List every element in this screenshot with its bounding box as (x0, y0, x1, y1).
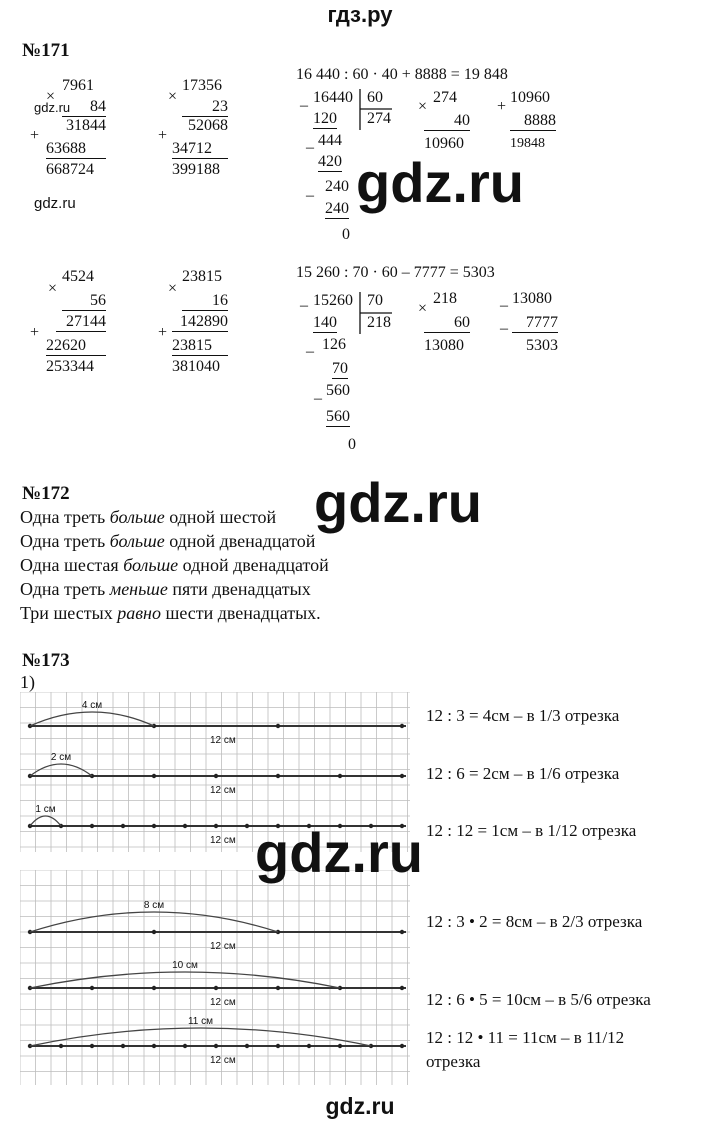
division-bars-2 (0, 280, 720, 340)
step-sub: 560 (326, 408, 350, 425)
times-sign: × (418, 300, 428, 317)
product: 10960 (424, 135, 464, 152)
segment-point (245, 1044, 249, 1048)
segment-point (152, 930, 156, 934)
watermark-small: gdz.ru (34, 100, 71, 115)
watermark-large: gdz.ru (314, 471, 482, 534)
segment-grid-2 (20, 870, 410, 1085)
segment-point (400, 1044, 404, 1048)
factor-a: 4524 (62, 268, 94, 285)
comparison-line: Одна треть больше одной двенадцатой (20, 531, 316, 551)
factor-a: 7961 (62, 77, 94, 94)
segment-point (152, 986, 156, 990)
watermark-large: gdz.ru (356, 151, 524, 214)
segment-point (276, 986, 280, 990)
quotient: 274 (367, 110, 391, 127)
step-rem: 444 (318, 132, 342, 149)
factor-a: 17356 (182, 77, 222, 94)
equation: 12 : 3 • 2 = 8см – в 2/3 отрезка (426, 912, 643, 931)
segment-point (245, 824, 249, 828)
minuend: 13080 (512, 290, 552, 307)
segment-point (59, 1044, 63, 1048)
product: 399188 (172, 161, 220, 178)
segment-point (338, 1044, 342, 1048)
segment-point (400, 930, 404, 934)
segment-label: 12 см (210, 735, 236, 746)
segment-label: 12 см (210, 997, 236, 1008)
step-sub: 120 (313, 110, 337, 127)
task-171-title: №171 (22, 40, 70, 61)
equation: 12 : 6 = 2см – в 1/6 отрезка (426, 764, 620, 783)
segment-point (400, 774, 404, 778)
arc-label: 10 см (172, 960, 198, 971)
segment-point (338, 774, 342, 778)
comparison-line: Одна шестая больше одной двенадцатой (20, 555, 329, 575)
comparison-list (20, 505, 329, 625)
minus-sign: – (500, 320, 508, 337)
segment-point (276, 1044, 280, 1048)
factor-a: 274 (433, 89, 457, 106)
product: 253344 (46, 358, 94, 375)
plus-sign: + (497, 98, 507, 115)
factor-b: 16 (182, 292, 228, 311)
plus-sign: + (158, 127, 168, 144)
partial-1: 27144 (56, 313, 106, 332)
segment-point (152, 1044, 156, 1048)
step-sub: 70 (332, 360, 348, 377)
arc-two-thirds (30, 912, 278, 932)
site-header: гдз.ру (327, 2, 393, 27)
partial-2: 23815 (172, 337, 228, 356)
product: 13080 (424, 337, 464, 354)
footer-watermark: gdz.ru (325, 1093, 395, 1119)
factor-b: 23 (182, 98, 228, 117)
partial-1: 142890 (172, 313, 228, 332)
segment-point (214, 1044, 218, 1048)
segment-point (90, 824, 94, 828)
segment-point (90, 1044, 94, 1048)
minus-sign: – (300, 97, 308, 114)
factor-a: 218 (433, 290, 457, 307)
product: 381040 (172, 358, 220, 375)
segment-point (152, 774, 156, 778)
minus-sign: – (314, 390, 322, 407)
minus-sign: – (306, 139, 314, 156)
segment-label: 12 см (210, 835, 236, 846)
partial-2: 34712 (172, 140, 228, 159)
plus-sign: + (30, 127, 40, 144)
arc-twelfth (30, 816, 61, 826)
expression-2: 15 260 : 70 · 60 – 7777 = 5303 (296, 264, 495, 281)
segment-point (183, 1044, 187, 1048)
step-rem: 126 (322, 336, 346, 353)
segment-label: 12 см (210, 785, 236, 796)
arc-label: 2 см (50, 752, 72, 763)
segment-point (400, 986, 404, 990)
equation: 12 : 12 = 1см – в 1/12 отрезка (426, 821, 637, 840)
plus-sign: + (30, 324, 40, 341)
task-173-title: №173 (22, 650, 70, 671)
product: 668724 (46, 161, 94, 178)
grid-lines (20, 870, 410, 1085)
factor-b: 56 (62, 292, 106, 311)
partial-1: 31844 (66, 117, 106, 134)
times-sign: × (418, 98, 428, 115)
task-172-title: №172 (22, 483, 70, 504)
segment-point (214, 986, 218, 990)
minus-sign: – (306, 343, 314, 360)
plus-sign: + (158, 324, 168, 341)
sum: 19848 (510, 136, 545, 151)
divisor: 60 (367, 89, 383, 106)
addend-b: 8888 (510, 112, 556, 131)
times-sign: × (168, 280, 178, 297)
step-rem: 0 (348, 436, 356, 453)
segment-point (214, 824, 218, 828)
arc-label: 1 см (35, 804, 56, 815)
step-sub: 240 (325, 200, 349, 217)
segment-label: 12 см (210, 941, 236, 952)
comparison-line: Одна треть меньше пяти двенадцатых (20, 579, 311, 599)
arc-five-sixths (30, 972, 340, 988)
segment-point (276, 774, 280, 778)
expression-1: 16 440 : 60 · 40 + 8888 = 19 848 (296, 66, 508, 83)
segment-point (400, 724, 404, 728)
equation: отрезка (426, 1052, 481, 1071)
arc-label: 8 см (143, 900, 165, 911)
watermark-small: gdz.ru (34, 195, 76, 212)
equation: 12 : 3 = 4см – в 1/3 отрезка (426, 706, 620, 725)
step-rem: 0 (342, 226, 350, 243)
arc-third (30, 712, 154, 726)
subtrahend: 7777 (512, 314, 558, 333)
arc-label: 11 см (187, 1016, 214, 1027)
minus-sign: – (500, 297, 508, 314)
segment-point (121, 824, 125, 828)
equation: 12 : 6 • 5 = 10см – в 5/6 отрезка (426, 990, 651, 1009)
step-sub: 420 (318, 153, 342, 170)
step-rem: 560 (326, 382, 350, 399)
watermark-large: gdz.ru (255, 821, 423, 884)
segment-point (121, 1044, 125, 1048)
times-sign: × (48, 280, 58, 297)
quotient: 218 (367, 314, 391, 331)
segment-point (276, 724, 280, 728)
dividend: 15260 (313, 292, 353, 309)
segment-point (183, 824, 187, 828)
segment-label: 12 см (210, 1055, 236, 1066)
partial-2: 63688 (46, 140, 106, 159)
segment-point (307, 1044, 311, 1048)
partial-1: 52068 (188, 117, 228, 134)
difference: 5303 (526, 337, 558, 354)
step-rem: 240 (325, 178, 349, 195)
segment-point (152, 824, 156, 828)
dividend: 16440 (313, 89, 353, 106)
comparison-line: Три шестых равно шести двенадцатых. (20, 603, 321, 623)
partial-2: 22620 (46, 337, 106, 356)
segment-point (214, 774, 218, 778)
arc-label: 4 см (81, 700, 103, 711)
step-sub: 140 (313, 314, 337, 331)
factor-a: 23815 (182, 268, 222, 285)
addend-a: 10960 (510, 89, 550, 106)
arc-sixth (30, 764, 92, 776)
minus-sign: – (306, 187, 314, 204)
factor-b: 84 (62, 98, 106, 117)
segment-point (90, 986, 94, 990)
factor-b: 40 (424, 112, 470, 131)
part-label: 1) (20, 672, 35, 692)
comparison-line: Одна треть больше одной шестой (20, 507, 277, 527)
arc-eleven-twelfths (30, 1028, 371, 1046)
equation: 12 : 12 • 11 = 11см – в 11/12 (426, 1028, 625, 1047)
times-sign: × (46, 88, 56, 105)
times-sign: × (168, 88, 178, 105)
divisor: 70 (367, 292, 383, 309)
factor-b: 60 (424, 314, 470, 333)
minus-sign: – (300, 297, 308, 314)
